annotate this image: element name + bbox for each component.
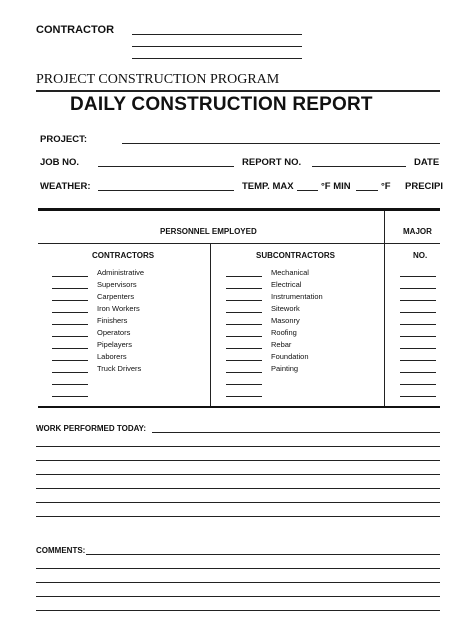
contractor-item: Truck Drivers bbox=[97, 364, 142, 373]
work-line[interactable] bbox=[36, 460, 440, 461]
contractor-blank[interactable] bbox=[52, 276, 88, 277]
major-no-blank[interactable] bbox=[400, 312, 436, 313]
weather-label: WEATHER: bbox=[40, 181, 91, 192]
comments-line[interactable] bbox=[86, 554, 440, 555]
contractor-item: Operators bbox=[97, 328, 131, 337]
work-line[interactable] bbox=[36, 446, 440, 447]
temp-max-field[interactable] bbox=[297, 190, 318, 191]
work-line[interactable] bbox=[36, 488, 440, 489]
personnel-title: PERSONNEL EMPLOYED bbox=[160, 227, 257, 236]
subcontractor-blank[interactable] bbox=[226, 288, 262, 289]
temp-min-field[interactable] bbox=[356, 190, 378, 191]
subcontractor-blank[interactable] bbox=[226, 324, 262, 325]
contractor-blank[interactable] bbox=[52, 300, 88, 301]
subcontractor-blank[interactable] bbox=[226, 336, 262, 337]
deg-f-label: °F bbox=[381, 181, 391, 192]
title-rule bbox=[36, 90, 440, 92]
comments-line[interactable] bbox=[36, 596, 440, 597]
work-performed-label: WORK PERFORMED TODAY: bbox=[36, 424, 147, 433]
contractor-blank[interactable] bbox=[52, 324, 88, 325]
project-label: PROJECT: bbox=[40, 134, 87, 145]
comments-line[interactable] bbox=[36, 610, 440, 611]
subcontractor-item: Rebar bbox=[271, 340, 292, 349]
subcontractor-item: Painting bbox=[271, 364, 299, 373]
work-line[interactable] bbox=[36, 502, 440, 503]
comments-line[interactable] bbox=[36, 582, 440, 583]
subcontractor-item: Roofing bbox=[271, 328, 297, 337]
weather-field[interactable] bbox=[98, 190, 234, 191]
major-no-blank[interactable] bbox=[400, 300, 436, 301]
major-title: MAJOR bbox=[403, 227, 432, 236]
subcontractor-blank[interactable] bbox=[226, 384, 262, 385]
comments-line[interactable] bbox=[36, 568, 440, 569]
major-no-blank[interactable] bbox=[400, 288, 436, 289]
subcontractor-item: Instrumentation bbox=[271, 292, 323, 301]
subcontractor-blank[interactable] bbox=[226, 396, 262, 397]
major-divider bbox=[384, 211, 385, 407]
contractor-line-3[interactable] bbox=[132, 58, 302, 59]
major-no-blank[interactable] bbox=[400, 384, 436, 385]
contractors-header: CONTRACTORS bbox=[92, 251, 155, 260]
subcontractors-header: SUBCONTRACTORS bbox=[256, 251, 335, 260]
work-line[interactable] bbox=[36, 474, 440, 475]
contractor-item: Administrative bbox=[97, 268, 145, 277]
work-line[interactable] bbox=[36, 516, 440, 517]
precip-label: PRECIPI bbox=[405, 181, 444, 192]
table-bottom-rule bbox=[38, 406, 440, 408]
contractor-item: Supervisors bbox=[97, 280, 137, 289]
work-line[interactable] bbox=[152, 432, 440, 433]
subcontractor-blank[interactable] bbox=[226, 312, 262, 313]
contractor-blank[interactable] bbox=[52, 360, 88, 361]
subcontractor-item: Sitework bbox=[271, 304, 300, 313]
contractor-line-2[interactable] bbox=[132, 46, 302, 47]
contractor-blank[interactable] bbox=[52, 288, 88, 289]
report-title: DAILY CONSTRUCTION REPORT bbox=[70, 94, 373, 115]
major-no-blank[interactable] bbox=[400, 276, 436, 277]
no-header: NO. bbox=[413, 251, 428, 260]
subcontractor-blank[interactable] bbox=[226, 372, 262, 373]
subcontractor-blank[interactable] bbox=[226, 348, 262, 349]
subcontractor-item: Masonry bbox=[271, 316, 300, 325]
table-header-rule bbox=[38, 243, 440, 244]
report-no-label: REPORT NO. bbox=[242, 157, 302, 168]
comments-label: COMMENTS: bbox=[36, 546, 86, 555]
contractor-blank[interactable] bbox=[52, 348, 88, 349]
subcontractor-item: Electrical bbox=[271, 280, 302, 289]
major-no-blank[interactable] bbox=[400, 396, 436, 397]
program-title: PROJECT CONSTRUCTION PROGRAM bbox=[36, 72, 280, 87]
subcontractor-blank[interactable] bbox=[226, 360, 262, 361]
contractor-blank[interactable] bbox=[52, 312, 88, 313]
temp-max-label: TEMP. MAX bbox=[242, 181, 294, 192]
contractor-label: CONTRACTOR bbox=[36, 24, 115, 36]
subcontractor-item: Foundation bbox=[271, 352, 309, 361]
major-no-blank[interactable] bbox=[400, 336, 436, 337]
contractor-blank[interactable] bbox=[52, 396, 88, 397]
contractor-blank[interactable] bbox=[52, 372, 88, 373]
contractor-item: Carpenters bbox=[97, 292, 135, 301]
major-no-blank[interactable] bbox=[400, 372, 436, 373]
contractor-item: Iron Workers bbox=[97, 304, 140, 313]
project-field[interactable] bbox=[122, 143, 440, 144]
sub-divider bbox=[210, 243, 211, 407]
major-no-blank[interactable] bbox=[400, 360, 436, 361]
contractor-line-1[interactable] bbox=[132, 34, 302, 35]
major-no-blank[interactable] bbox=[400, 348, 436, 349]
contractor-item: Laborers bbox=[97, 352, 127, 361]
job-no-field[interactable] bbox=[98, 166, 234, 167]
date-label: DATE bbox=[414, 157, 440, 168]
contractor-item: Pipelayers bbox=[97, 340, 133, 349]
contractor-item: Finishers bbox=[97, 316, 128, 325]
deg-f-min-label: °F MIN bbox=[321, 181, 351, 192]
subcontractor-blank[interactable] bbox=[226, 300, 262, 301]
contractor-blank[interactable] bbox=[52, 336, 88, 337]
contractor-blank[interactable] bbox=[52, 384, 88, 385]
subcontractor-blank[interactable] bbox=[226, 276, 262, 277]
subcontractor-item: Mechanical bbox=[271, 268, 309, 277]
job-no-label: JOB NO. bbox=[40, 157, 80, 168]
major-no-blank[interactable] bbox=[400, 324, 436, 325]
report-no-field[interactable] bbox=[312, 166, 406, 167]
table-top-rule bbox=[38, 208, 440, 211]
